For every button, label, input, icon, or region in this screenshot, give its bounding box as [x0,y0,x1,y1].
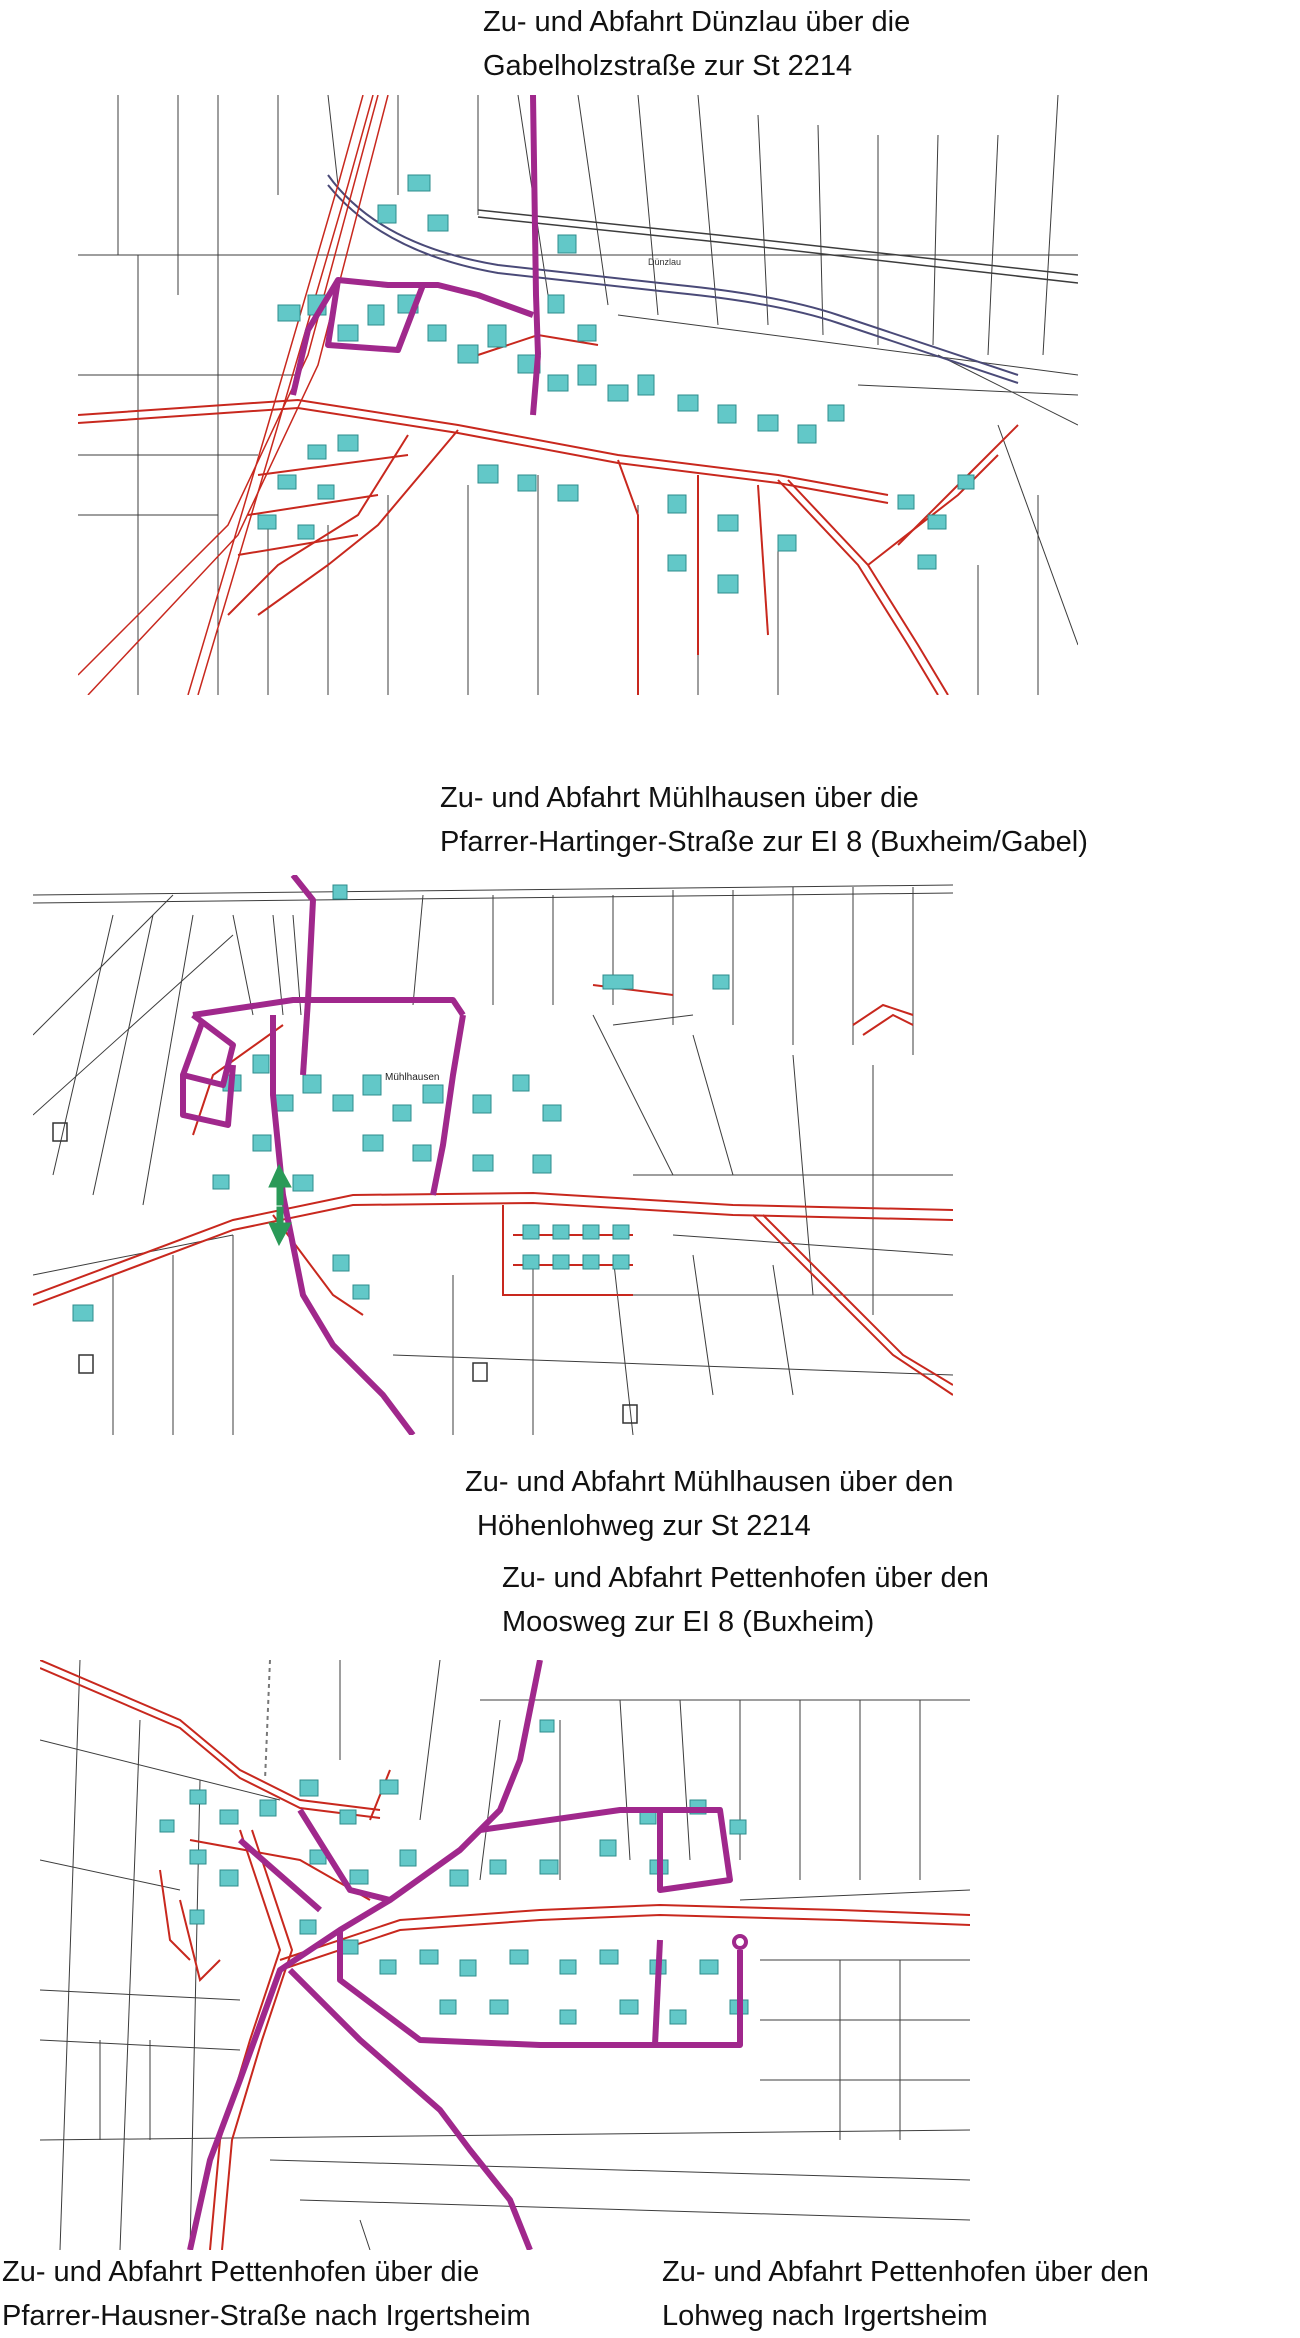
map-pettenhofen [40,1660,970,2250]
caption-muehlhausen-north [440,776,1088,864]
map-dunzlau-svg [78,95,1078,695]
caption-pettenhofen-lohweg-line1: Zu- und Abfahrt Pettenhofen über den [662,2256,1149,2288]
map-muehlhausen [33,875,953,1435]
buildings [73,885,729,1321]
caption-muehlhausen-south-part1: Zu- und Abfahrt Mühlhausen über den [465,1466,954,1498]
route-highlight [190,1660,740,2250]
caption-muehlhausen-south [465,1460,954,1548]
map-pettenhofen-svg [40,1660,970,2250]
caption-pettenhofen-lohweg-line2: Lohweg nach Irgertsheim [662,2300,988,2332]
railway [78,95,388,695]
river [328,175,1018,383]
caption-pettenhofen-hausner [2,2250,531,2338]
caption-dunzlau [483,0,910,88]
caption-pettenhofen-moosweg-line2: Moosweg zur EI 8 (Buxheim) [502,1606,875,1638]
caption-dunzlau-line1: Zu- und Abfahrt Dünzlau über die [483,6,911,38]
place-label-dunzlau: Dünzlau [648,257,682,267]
parcel-lines [78,95,1078,695]
buildings [258,175,974,593]
caption-muehlhausen-north-line1: Zu- und Abfahrt Mühlhausen über die [440,782,919,814]
caption-pettenhofen-lohweg [662,2250,1149,2338]
road-network [40,1660,970,2250]
route-turnaround [734,1936,746,1948]
caption-pettenhofen-moosweg [502,1556,989,1644]
place-label-muehlhausen: Mühlhausen [385,1072,440,1083]
caption-pettenhofen-hausner-line1: Zu- und Abfahrt Pettenhofen über die [2,2256,480,2288]
map-muehlhausen-svg [33,875,953,1435]
caption-pettenhofen-moosweg-line1: Zu- und Abfahrt Pettenhofen über den [502,1562,989,1594]
main-road [33,985,953,1395]
caption-muehlhausen-south-part2: Höhenlohweg zur St 2214 [477,1510,811,1542]
parcel-lines [40,1660,970,2250]
map-dunzlau [78,95,1078,695]
caption-muehlhausen-north-line2: Pfarrer-Hartinger-Straße zur EI 8 (Buxheim/Gabel) [440,826,1088,858]
dashed-path [265,1660,270,1780]
caption-pettenhofen-hausner-line2: Pfarrer-Hausner-Straße nach Irgertsheim [2,2300,531,2332]
caption-dunzlau-line2: Gabelholzstraße zur St 2214 [483,50,853,82]
